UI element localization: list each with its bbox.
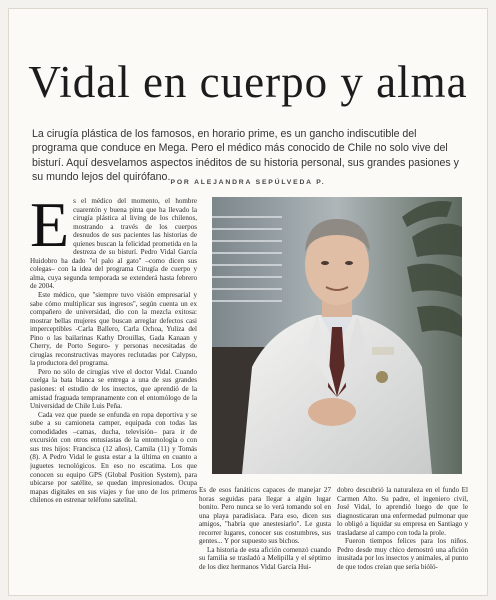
drop-cap: E [30,197,70,260]
body-column-left [30,197,197,582]
body-paragraph: Este médico, que "siempre tuvo visión empresarial y sabe cómo multiplicar sus ingresos", según cuenta un ex compañero de universidad, dio con la mezcla exitosa: mostrar bellas mujeres que buscan arreglar defectos casi imperceptibles -Carla Ballero, Carla Ochoa, Yuliza del Pino o las bailarinas Kathy Drouillas, Gada Kanaan y Cherry, de Porto Seguro- y personas necesitadas de cirugías reconstructivas mayores reclutadas por Calypso, la productora del programa. [30,291,197,368]
body-paragraph: Cada vez que puede se enfunda en ropa deportiva y se sube a su camioneta camper, equipada con todas las comodidades –camas, ducha, televisión– para ir de excursión con otros entusiastas de la entomología o con sus tres hijos: Francisca (12 años), Camila (11) y Tomás (8). A Pedro Vidal le gusta estar a la última en cuanto a juguetes tecnológicos. En eso no escatima. Los que conocen su equipo GPS (Global Position System), para ubicarse por satélite, se quedan impresionados. Ocupa mapas digitales en sus viajes y fue uno de los primeros chilenos en estrenar teléfono satelital. [30,410,197,505]
body-paragraph: Pero no sólo de cirugías vive el doctor Vidal. Cuando cuelga la bata blanca se entrega a una de sus grandes pasiones: el estudio de los insectos, que aprendió de la amistad fraguada tempranamente con el entomólogo de la Universidad de Chile Luis Peña. [30,367,197,411]
body-paragraph: Es de esos fanáticos capaces de manejar 27 horas seguidas para llegar a algún lugar bonito. Pero nunca se lo verá tomando sol en una playa paradisíaca. Para eso, dicen sus amigos, "habría que anestesiarlo". Le gusta recorrer lugares, conocer sus costumbres, sus gentes... Y por supuesto sus bichos. [199,486,331,546]
body-paragraph: La historia de esta afición comenzó cuando su familia se trasladó a Melipilla y el séptimo de los diez hermanos Vidal García Hui- [199,545,331,571]
article-byline: POR ALEJANDRA SEPÚLVEDA P. [170,179,326,186]
body-paragraph: Fueron tiempos felices para los niños. Pedro desde muy chico demostró una afición inusitada por los insectos y animales, al punto de que todos creían que sería bióló- [337,537,468,571]
doctor-portrait-photo [212,197,462,474]
article-deck: La cirugía plástica de los famosos, en horario prime, es un gancho indiscutible del programa que conduce en Mega. Pero el médico más conocido de Chile no solo vive del bisturí. Aquí desvelamos aspectos inéditos de su historia personal, sus grandes pasiones y su mundo lejos del quirófano. [32,128,459,183]
body-paragraph: s el médico del momento, el hombre cuarentón y buena pinta que ha llevado la cirugía plástica al living de los chilenos, mostrando a través de los cuerpos desnudos de sus pacientes las historias de quienes buscan la felicidad prometida en la destreza de su bisturí. Pedro Vidal García Huidobro ha dado "el palo al gato" –como dicen sus colegas– con la idea del programa Cirugía de cuerpo y alma, cuya segunda temporada se extenderá hasta febrero de 2004. [30,197,197,291]
body-paragraph: dobro descubrió la naturaleza en el fundo El Carmen Alto. Su padre, el ingeniero civil, José Vidal, lo aprendió luego de que le diagnosticaran una enfermedad pulmonar que lo obligó a liquidar su empresa en Santiago y trasladarse al campo con toda la prole. [337,486,468,537]
body-column-right [337,486,468,586]
body-column-middle [199,486,331,586]
article-headline: Vidal en cuerpo y alma [28,57,468,107]
